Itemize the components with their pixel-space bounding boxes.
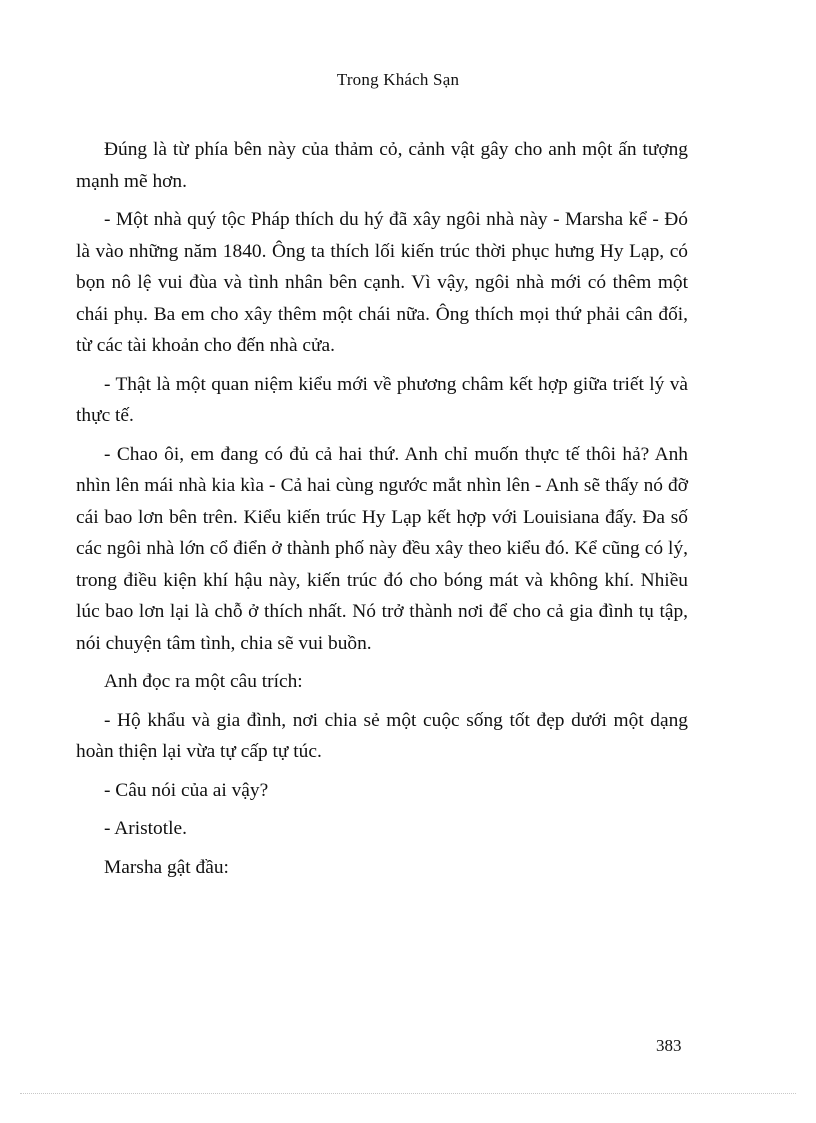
paragraph: - Hộ khẩu và gia đình, nơi chia sẻ một cuộc sống tốt đẹp dưới một dạng hoàn thiện lại vừa tự cấp tự túc. <box>76 709 688 762</box>
bottom-divider <box>20 1093 796 1094</box>
body-text <box>76 134 688 890</box>
paragraph: - Chao ôi, em đang có đủ cả hai thứ. Anh chỉ muốn thực tế thôi hả? Anh nhìn lên mái nhà kia kìa - Cả hai cùng ngước mắt nhìn lên - Anh sẽ thấy nó đỡ cái bao lơn bên trên. Kiểu kiến trúc Hy Lạp kết hợp với Louisiana đấy. Đa số các ngôi nhà lớn cổ điển ở thành phố này đều xây theo kiểu đó. Kể cũng có lý, trong điều kiện khí hậu này, kiến trúc đó cho bóng mát và không khí. Nhiều lúc bao lơn lại là chỗ ở thích nhất. Nó trở thành nơi để cho cả gia đình tụ tập, nói chuyện tâm tình, chia sẽ vui buồn. <box>76 443 688 654</box>
paragraph: Anh đọc ra một câu trích: <box>104 671 303 692</box>
running-header: Trong Khách Sạn <box>336 70 460 89</box>
paragraph: - Câu nói của ai vậy? <box>104 779 269 801</box>
page-number: 383 <box>656 1036 682 1055</box>
paragraph: Marsha gật đầu: <box>104 856 229 878</box>
paragraph: - Thật là một quan niệm kiểu mới về phương châm kết hợp giữa triết lý và thực tế. <box>76 373 688 426</box>
paragraph: - Aristotle. <box>104 818 187 839</box>
paragraph: Đúng là từ phía bên này của thảm cỏ, cảnh vật gây cho anh một ấn tượng mạnh mẽ hơn. <box>76 139 688 192</box>
paragraph: - Một nhà quý tộc Pháp thích du hý đã xây ngôi nhà này - Marsha kể - Đó là vào những năm 1840. Ông ta thích lối kiến trúc thời phục hưng Hy Lạp, có bọn nô lệ vui đùa và tình nhân bên cạnh. Vì vậy, ngôi nhà mới có thêm một chái phụ. Ba em cho xây thêm một chái nữa. Ông thích mọi thứ phải cân đối, từ các tài khoản cho đến nhà cửa. <box>76 209 688 356</box>
